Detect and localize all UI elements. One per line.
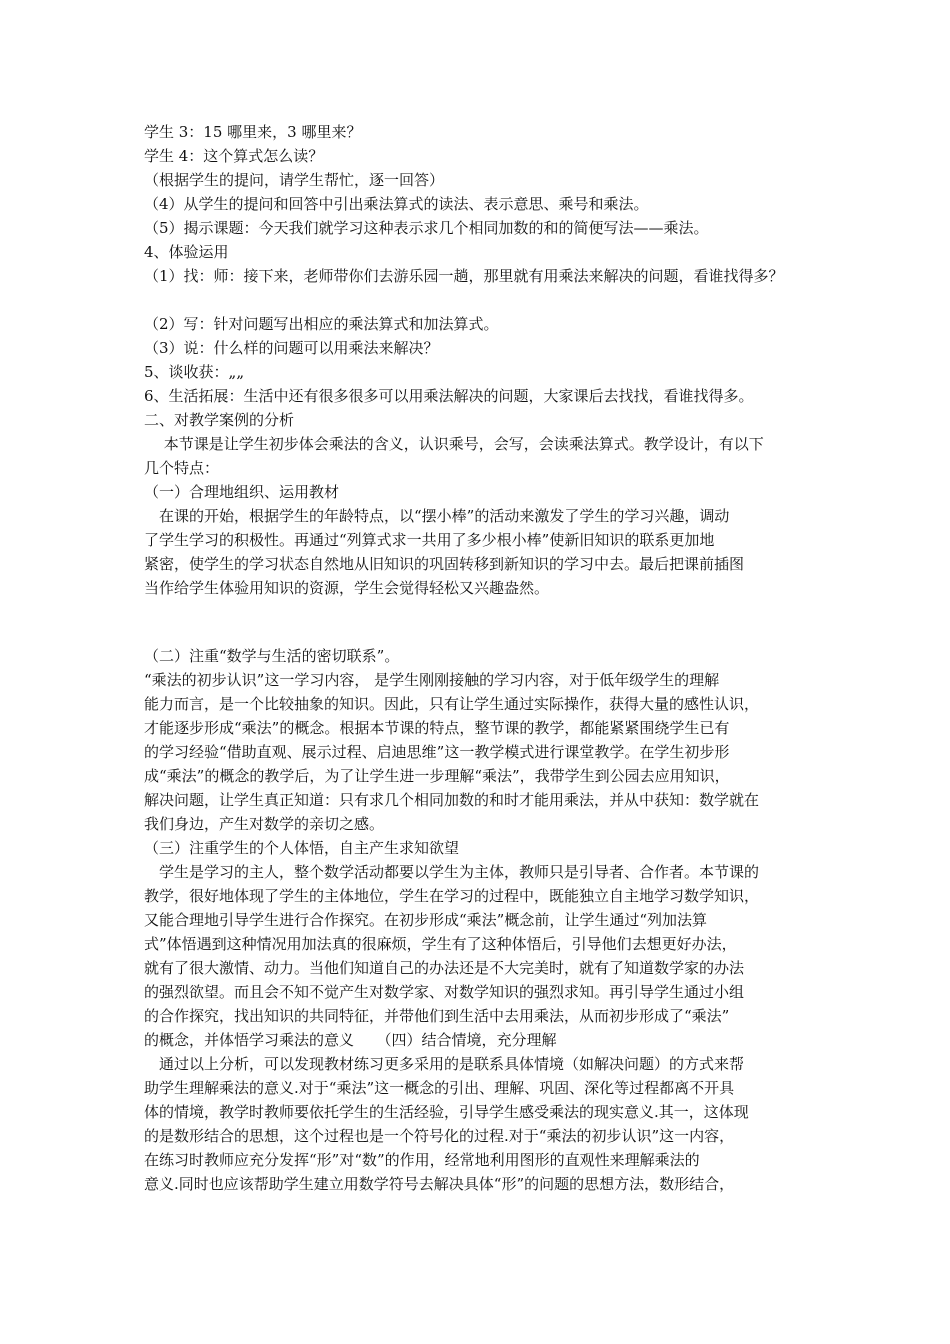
section-lesson-steps — [144, 120, 814, 288]
text-line: （根据学生的提问，请学生帮忙，逐一回答） — [144, 171, 445, 189]
text-line: 助学生理解乘法的意义.对于“乘法”这一概念的引出、理解、巩固、深化等过程都离不开具 — [144, 1079, 735, 1097]
text-line: （三）注重学生的个人体悟，自主产生求知欲望 — [144, 839, 460, 857]
text-line: 式”体悟遇到这种情况用加法真的很麻烦，学生有了这种体悟后，引导他们去想更好办法， — [144, 935, 737, 953]
blank-line — [144, 624, 814, 644]
text-line: 成“乘法”的概念的教学后，为了让学生进一步理解“乘法”，我带学生到公园去应用知识， — [144, 767, 730, 785]
text-line: （1）找：师：接下来，老师带你们去游乐园一趟，那里就有用乘法来解决的问题，看谁找得多？ — [144, 267, 784, 285]
text-line: （5）揭示课题：今天我们就学习这种表示求几个相同加数的和的简便写法——乘法。 — [144, 219, 709, 237]
blank-line — [144, 288, 814, 312]
text-line: 能力而言，是一个比较抽象的知识。因此，只有让学生通过实际操作，获得大量的感性认识， — [144, 695, 760, 713]
blank-line — [144, 600, 814, 624]
text-line: 在练习时教师应充分发挥“形”对“数”的作用，经常地利用图形的直观性来理解乘法的 — [144, 1151, 700, 1169]
text-line: 当作给学生体验用知识的资源，学生会觉得轻松又兴趣盎然。 — [144, 579, 550, 597]
text-line: 本节课是让学生初步体会乘法的含义，认识乘号，会写，会读乘法算式。教学设计，有以下 — [144, 435, 764, 453]
text-line: 体的情境，教学时教师要依托学生的生活经验，引导学生感受乘法的现实意义.其一，这体现 — [144, 1103, 749, 1121]
text-line: 的强烈欲望。而且会不知不觉产生对数学家、对数学知识的强烈求知。再引导学生通过小组 — [144, 983, 745, 1001]
text-line: 学生 3：15 哪里来，3 哪里来？ — [144, 123, 362, 141]
document-page — [144, 120, 814, 1196]
text-line: 在课的开始，根据学生的年龄特点，以“摆小棒”的活动来激发了学生的学习兴趣，调动 — [144, 507, 730, 525]
section-analysis-intro — [144, 312, 814, 600]
text-line: 学生 4：这个算式怎么读？ — [144, 147, 324, 165]
text-line: （一）合理地组织、运用教材 — [144, 483, 340, 501]
text-line: 6、生活拓展：生活中还有很多很多可以用乘法解决的问题，大家课后去找找，看谁找得多。 — [144, 387, 754, 405]
text-line: 几个特点： — [144, 459, 220, 477]
text-line: 学生是学习的主人，整个数学活动都要以学生为主体，教师只是引导者、合作者。本节课的 — [144, 863, 760, 881]
text-line: 二、对教学案例的分析 — [144, 411, 295, 429]
text-line: 的概念，并体悟学习乘法的意义 （四）结合情境，充分理解 — [144, 1031, 557, 1049]
text-line: 意义.同时也应该帮助学生建立用数学符号去解决具体“形”的问题的思想方法，数形结合， — [144, 1175, 735, 1193]
text-line: 4、体验运用 — [144, 243, 229, 261]
text-line: 5、谈收获：„„ — [144, 363, 245, 381]
text-line: 解决问题，让学生真正知道：只有求几个相同加数的和时才能用乘法，并从中获知：数学就在 — [144, 791, 760, 809]
text-line: 我们身边，产生对数学的亲切之感。 — [144, 815, 385, 833]
text-line: 紧密，使学生的学习状态自然地从旧知识的巩固转移到新知识的学习中去。最后把课前插图 — [144, 555, 745, 573]
text-line: 又能合理地引导学生进行合作探究。在初步形成“乘法”概念前，让学生通过“列加法算 — [144, 911, 708, 929]
text-line: 才能逐步形成“乘法”的概念。根据本节课的特点，整节课的教学，都能紧紧围绕学生已有 — [144, 719, 730, 737]
section-analysis-body — [144, 644, 814, 1196]
text-line: 就有了很大激情、动力。当他们知道自己的办法还是不大完美时，就有了知道数学家的办法 — [144, 959, 745, 977]
text-line: “乘法的初步认识”这一学习内容， 是学生刚刚接触的学习内容，对于低年级学生的理解 — [144, 671, 720, 689]
text-line: 的是数形结合的思想，这个过程也是一个符号化的过程.对于“乘法的初步认识”这一内容， — [144, 1127, 735, 1145]
text-line: 的学习经验“借助直观、展示过程、启迪思维”这一教学模式进行课堂教学。在学生初步形 — [144, 743, 730, 761]
text-line: 通过以上分析，可以发现教材练习更多采用的是联系具体情境（如解决问题）的方式来帮 — [144, 1055, 745, 1073]
text-line: （二）注重“数学与生活的密切联系”。 — [144, 647, 400, 665]
text-line: （4）从学生的提问和回答中引出乘法算式的读法、表示意思、乘号和乘法。 — [144, 195, 649, 213]
text-line: 了学生学习的积极性。再通过“列算式求一共用了多少根小棒”使新旧知识的联系更加地 — [144, 531, 715, 549]
text-line: 的合作探究，找出知识的共同特征，并带他们到生活中去用乘法，从而初步形成了“乘法” — [144, 1007, 730, 1025]
text-line: （2）写：针对问题写出相应的乘法算式和加法算式。 — [144, 315, 499, 333]
text-line: 教学，很好地体现了学生的主体地位，学生在学习的过程中，既能独立自主地学习数学知识， — [144, 887, 760, 905]
text-line: （3）说：什么样的问题可以用乘法来解决？ — [144, 339, 439, 357]
